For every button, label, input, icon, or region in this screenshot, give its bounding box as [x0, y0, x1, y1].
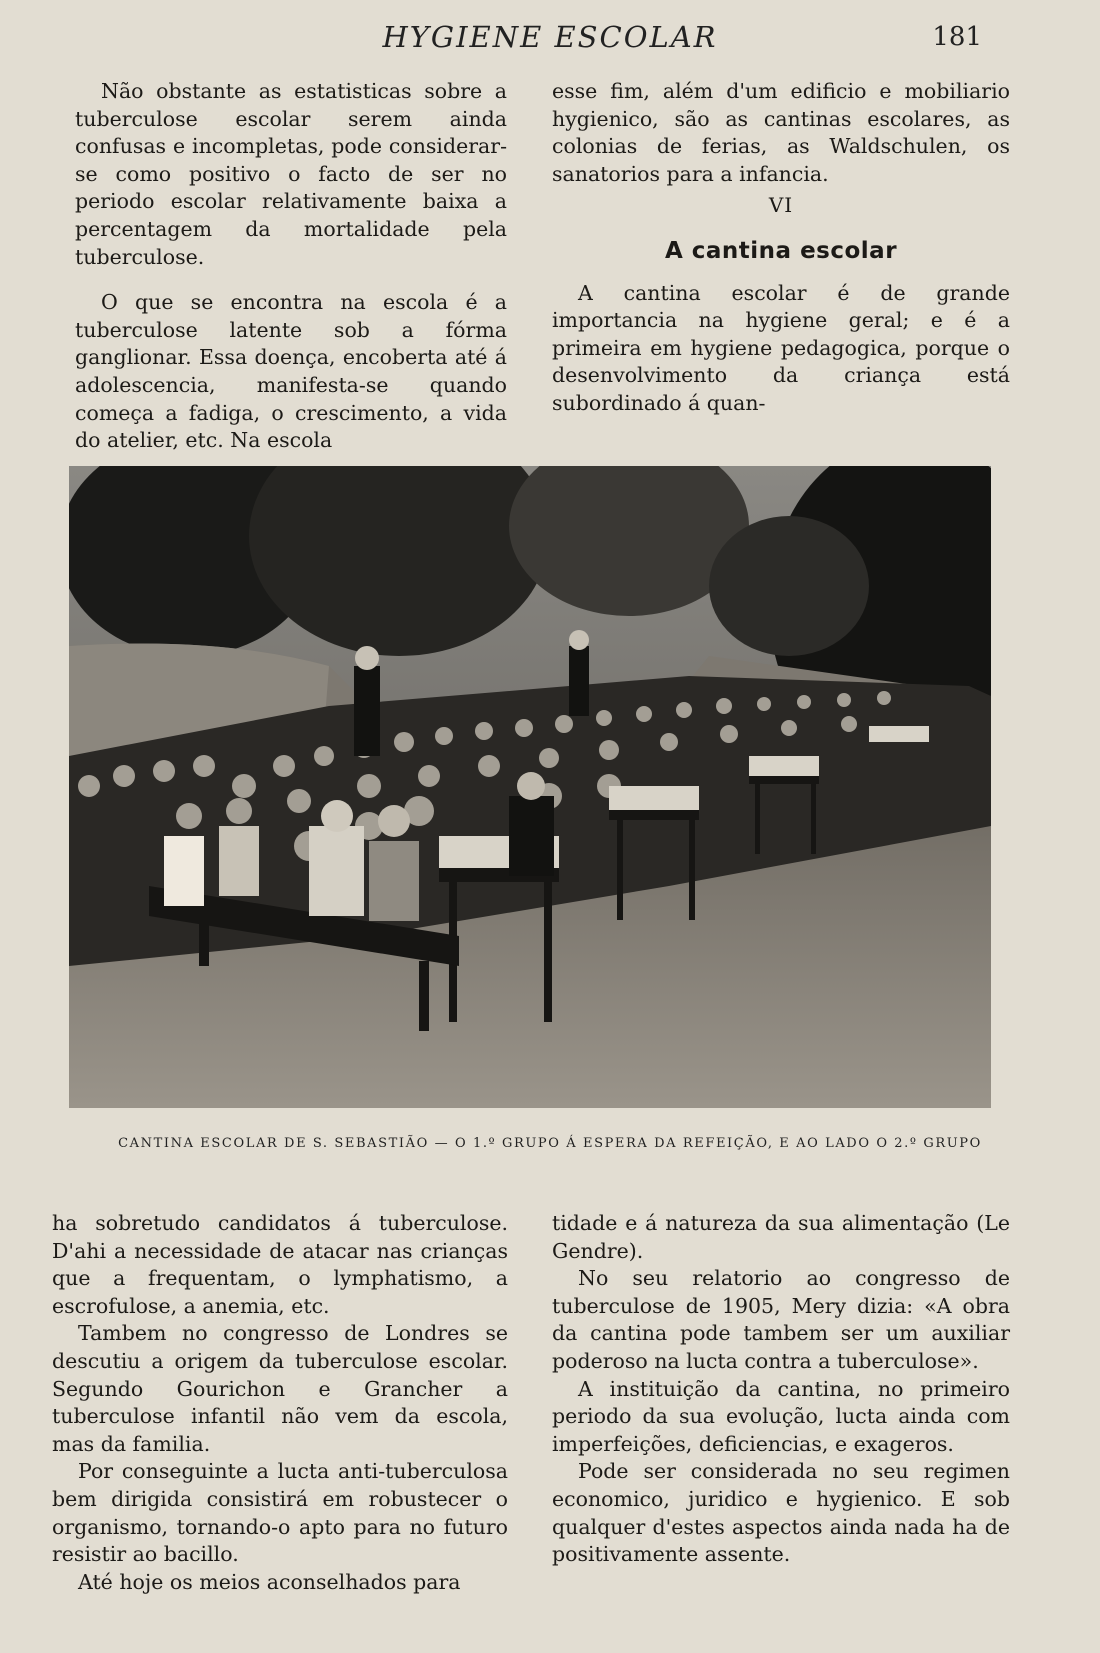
top-right-column — [552, 78, 1010, 418]
paragraph: No seu relatorio ao congresso de tuberculose de 1905, Mery dizia: «A obra da cantina pode tambem ser um auxiliar poderoso na lucta contra a tuberculose». — [552, 1266, 1010, 1373]
running-title: HYGIENE ESCOLAR — [382, 20, 718, 54]
figure-caption: CANTINA ESCOLAR DE S. SEBASTIÃO — O 1.º GRUPO Á ESPERA DA REFEIÇÃO, E AO LADO O 2.º GRUPO — [118, 1136, 982, 1151]
paragraph: A instituição da cantina, no primeiro periodo da sua evolução, lucta ainda com imperfeições, deficiencias, e exageros. — [552, 1376, 1010, 1456]
bottom-right-column — [552, 1210, 1010, 1569]
paragraph: Não obstante as estatisticas sobre a tuberculose escolar serem ainda confusas e incompletas, pode considerar-se como positivo o facto de ser no periodo escolar relativamente baixa a percentagem da mortalidade pela tuberculose. — [75, 79, 507, 269]
bottom-left-column — [52, 1210, 508, 1596]
paragraph: O que se encontra na escola é a tuberculose latente sob a fórma ganglionar. Essa doença, encoberta até á adolescencia, manifesta-se quando começa a fadiga, o crescimento, a vida do atelier, etc. Na escola — [75, 290, 507, 453]
section-number: VI — [768, 193, 794, 218]
top-left-column — [75, 78, 507, 455]
paragraph: Até hoje os meios aconselhados para — [78, 1569, 461, 1594]
page-number: 181 — [932, 22, 982, 52]
paragraph: Tambem no congresso de Londres se descutiu a origem da tuberculose escolar. Segundo Gourichon e Grancher a tuberculose infantil não vem da escola, mas da familia. — [52, 1321, 508, 1456]
canteen-photograph — [69, 466, 991, 1108]
paragraph-continuation: tidade e á natureza da sua alimentação (Le Gendre). — [552, 1211, 1010, 1263]
paragraph: A cantina escolar é de grande importancia na hygiene geral; e é a primeira em hygiene pedagogica, porque o desenvolvimento da criança está subordinado á quan- — [552, 280, 1010, 415]
section-title: A cantina escolar — [664, 237, 898, 264]
paragraph-continuation: ha sobretudo candidatos á tuberculose. D'ahi a necessidade de atacar nas crianças que a frequentam, o lymphatismo, a escrofulose, a anemia, etc. — [52, 1211, 508, 1318]
paragraph-continuation: esse fim, além d'um edificio e mobiliario hygienico, são as cantinas escolares, as colonias de ferias, as Waldschulen, os sanatorios para a infancia. — [552, 79, 1010, 186]
paragraph: Pode ser considerada no seu regimen economico, juridico e hygienico. E sob qualquer d'estes aspectos ainda nada ha de positivamente assente. — [552, 1459, 1010, 1567]
photograph-illustration — [69, 466, 991, 1108]
paragraph: Por conseguinte a lucta anti-tuberculosa bem dirigida consistirá em robustecer o organismo, tornando-o apto para no futuro resistir ao bacillo. — [52, 1459, 508, 1567]
